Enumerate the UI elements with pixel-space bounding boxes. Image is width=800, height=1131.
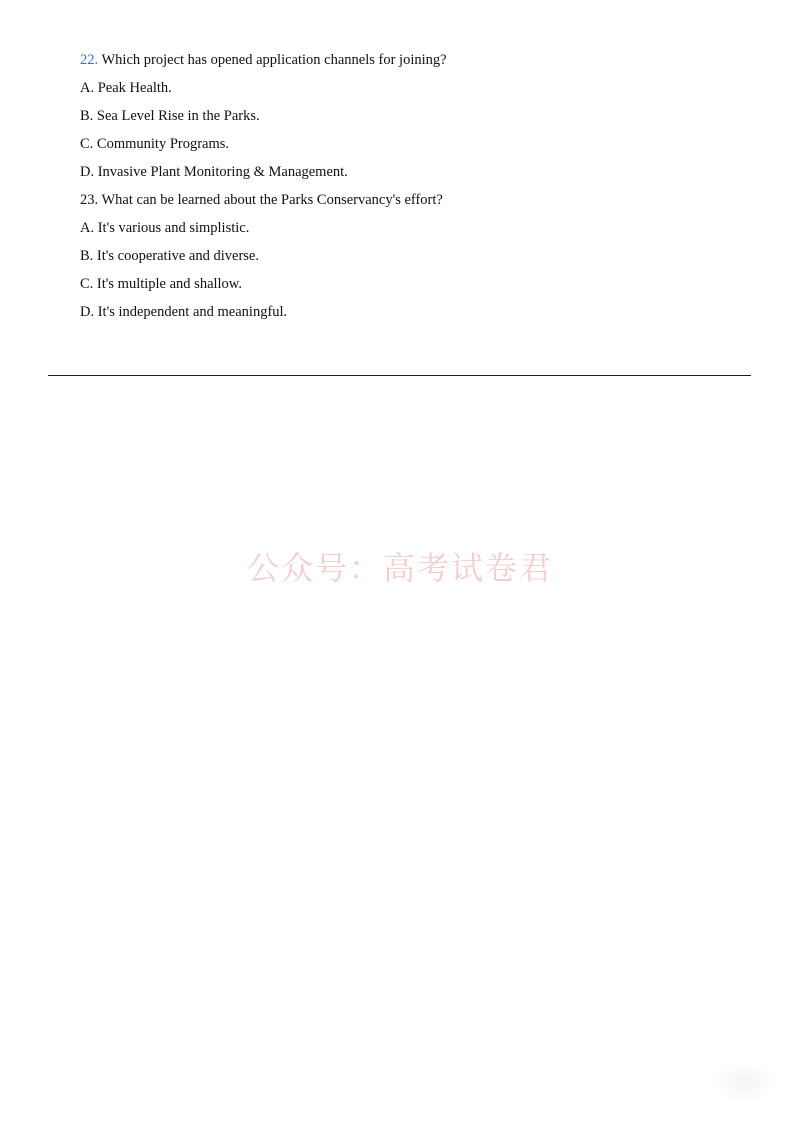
question-23-option-c: C. It's multiple and shallow. bbox=[80, 276, 242, 292]
question-number: 23. bbox=[80, 192, 99, 208]
question-list bbox=[80, 46, 740, 326]
corner-smudge bbox=[712, 1062, 776, 1102]
question-22-option-c: C. Community Programs. bbox=[80, 136, 230, 152]
question-stem: What can be learned about the Parks Conservancy's effort? bbox=[101, 192, 443, 208]
question-22-option-d: D. Invasive Plant Monitoring & Management. bbox=[80, 164, 348, 180]
question-23-stem bbox=[80, 186, 740, 214]
watermark-text: 公众号：高考试卷君 bbox=[246, 549, 553, 587]
question-23-option-a: A. It's various and simplistic. bbox=[80, 220, 250, 236]
question-number: 22. bbox=[80, 52, 99, 68]
horizontal-divider bbox=[48, 375, 751, 376]
question-22-option-b: B. Sea Level Rise in the Parks. bbox=[80, 108, 260, 124]
question-23-option-b: B. It's cooperative and diverse. bbox=[80, 248, 259, 264]
question-23-option-d: D. It's independent and meaningful. bbox=[80, 304, 288, 320]
question-22-stem bbox=[80, 46, 740, 74]
question-22-option-a: A. Peak Health. bbox=[80, 80, 172, 96]
question-stem: Which project has opened application channels for joining? bbox=[101, 52, 447, 68]
